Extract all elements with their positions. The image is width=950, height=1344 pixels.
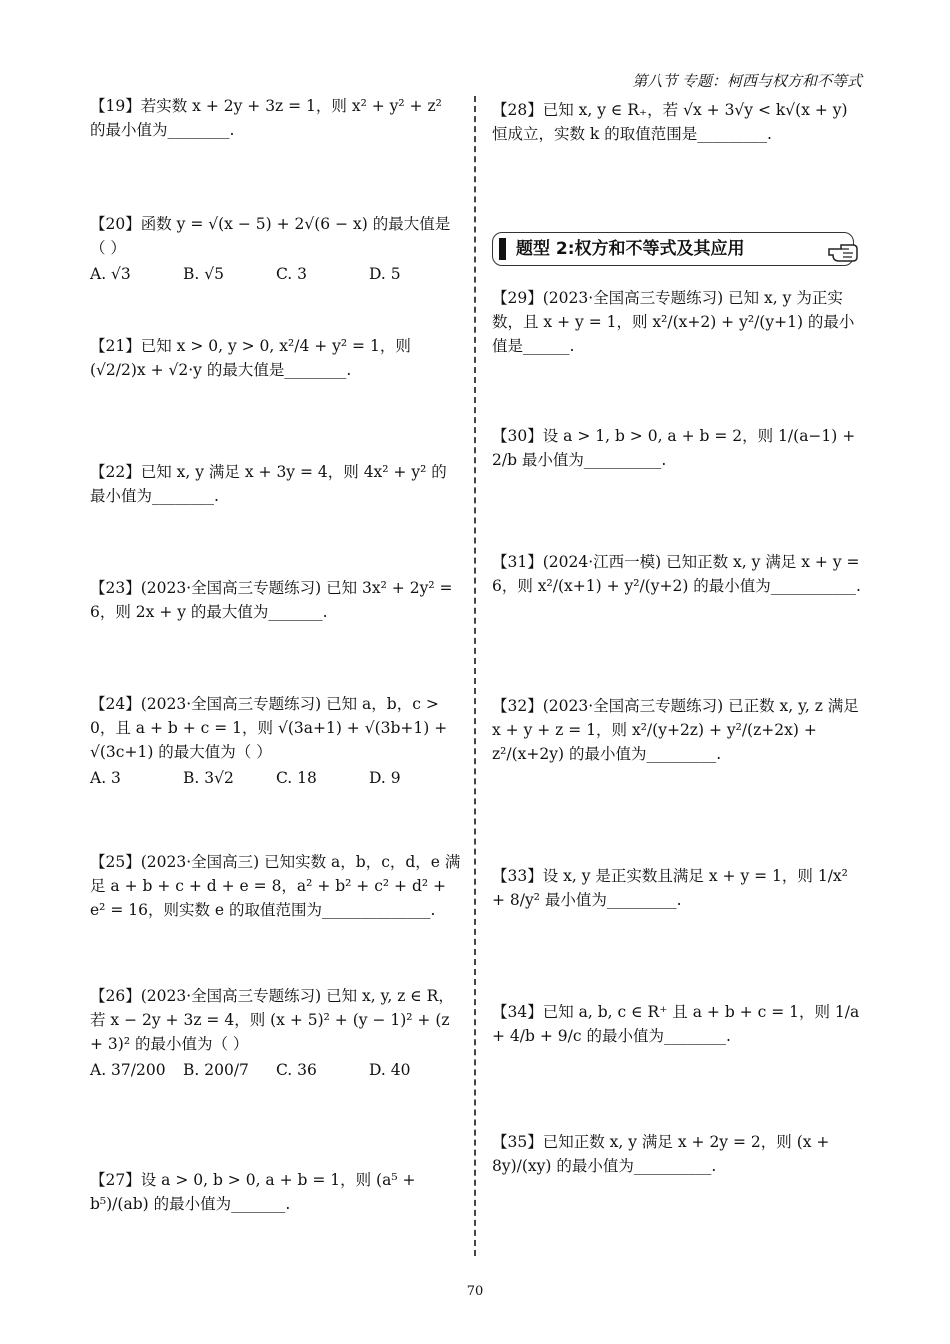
problem-32 [492, 694, 864, 766]
option-a: A. √3 [90, 265, 131, 283]
problem-23 [90, 576, 462, 624]
problem-27 [90, 1168, 462, 1216]
problem-text: 【23】(2023·全国高三专题练习) 已知 3x² + 2y² = 6，则 2x + y 的最大值为_______. [90, 579, 453, 621]
section-banner [492, 232, 854, 266]
option-d: D. 9 [369, 769, 401, 787]
problem-22 [90, 460, 462, 508]
problem-35 [492, 1130, 864, 1178]
problem-text: 【26】(2023·全国高三专题练习) 已知 x, y, z ∈ R，若 x − 2y + 3z = 4，则 (x + 5)² + (y − 1)² + (z + 3)² 的最小值为（ ） [90, 987, 454, 1053]
option-b: B. √5 [183, 265, 224, 283]
problem-text: 【35】已知正数 x, y 满足 x + 2y = 2，则 (x + 8y)/(xy) 的最小值为__________. [492, 1133, 830, 1175]
section-title: 题型 2:权方和不等式及其应用 [516, 239, 745, 259]
problem-text: 【19】若实数 x + 2y + 3z = 1，则 x² + y² + z² 的最小值为________. [90, 97, 442, 139]
problem-34 [492, 1000, 864, 1048]
page-number: 70 [466, 1284, 484, 1299]
problem-text: 【32】(2023·全国高三专题练习) 已正数 x, y, z 满足 x + y + z = 1，则 x²/(y+2z) + y²/(z+2x) + z²/(x+2y) 的最小值为_________. [492, 697, 859, 763]
problem-text: 【20】函数 y = √(x − 5) + 2√(6 − x) 的最大值是（ ） [90, 215, 451, 257]
option-c: C. 36 [276, 1061, 317, 1079]
problem-text: 【30】设 a > 1, b > 0, a + b = 2，则 1/(a−1) + 2/b 最小值为__________. [492, 427, 856, 469]
problem-text: 【21】已知 x > 0, y > 0, x²/4 + y² = 1，则 (√2/2)x + √2·y 的最大值是________. [90, 337, 411, 379]
problem-24 [90, 692, 462, 790]
option-c: C. 18 [276, 769, 317, 787]
problem-text: 【22】已知 x, y 满足 x + 3y = 4，则 4x² + y² 的最小值为________. [90, 463, 447, 505]
option-d: D. 40 [369, 1061, 411, 1079]
problem-30 [492, 424, 864, 472]
problem-text: 【34】已知 a, b, c ∈ R⁺ 且 a + b + c = 1，则 1/a + 4/b + 9/c 的最小值为________. [492, 1003, 860, 1045]
problem-19 [90, 94, 462, 142]
problem-33 [492, 864, 864, 912]
option-a: A. 3 [90, 769, 121, 787]
options [90, 262, 462, 286]
option-a: A. 37/200 [90, 1061, 166, 1079]
option-d: D. 5 [369, 265, 401, 283]
option-c: C. 3 [276, 265, 308, 283]
options [90, 1058, 462, 1082]
problem-text: 【31】(2024·江西一模) 已知正数 x, y 满足 x + y = 6，则 x²/(x+1) + y²/(y+2) 的最小值为___________. [492, 553, 861, 595]
banner-bar [499, 238, 506, 260]
problem-text: 【25】(2023·全国高三) 已知实数 a，b，c，d，e 满足 a + b + c + d + e = 8，a² + b² + c² + d² + e² = 16，则实数 e 的取值范围为______________. [90, 853, 461, 919]
problem-29 [492, 286, 864, 358]
problem-25 [90, 850, 462, 922]
problem-28 [492, 98, 864, 146]
problem-26 [90, 984, 462, 1082]
problem-20 [90, 212, 462, 286]
problem-text: 【33】设 x, y 是正实数且满足 x + y = 1，则 1/x² + 8/y² 最小值为_________. [492, 867, 848, 909]
problem-text: 【29】(2023·全国高三专题练习) 已知 x, y 为正实数，且 x + y = 1，则 x²/(x+2) + y²/(y+1) 的最小值是______. [492, 289, 855, 355]
pointing-hand-icon [827, 235, 859, 265]
column-divider [474, 96, 476, 1256]
problem-text: 【28】已知 x, y ∈ R₊，若 √x + 3√y < k√(x + y) 恒成立，实数 k 的取值范围是_________. [492, 101, 848, 143]
option-b: B. 200/7 [183, 1061, 249, 1079]
problem-text: 【24】(2023·全国高三专题练习) 已知 a，b，c > 0，且 a + b + c = 1，则 √(3a+1) + √(3b+1) + √(3c+1) 的最大值为（ ） [90, 695, 448, 761]
problem-text: 【27】设 a > 0, b > 0, a + b = 1，则 (a⁵ + b⁵)/(ab) 的最小值为_______. [90, 1171, 416, 1213]
page-header: 第八节 专题：柯西与权方和不等式 [632, 72, 862, 90]
problem-21 [90, 334, 462, 382]
options [90, 766, 462, 790]
option-b: B. 3√2 [183, 769, 234, 787]
problem-31 [492, 550, 864, 598]
